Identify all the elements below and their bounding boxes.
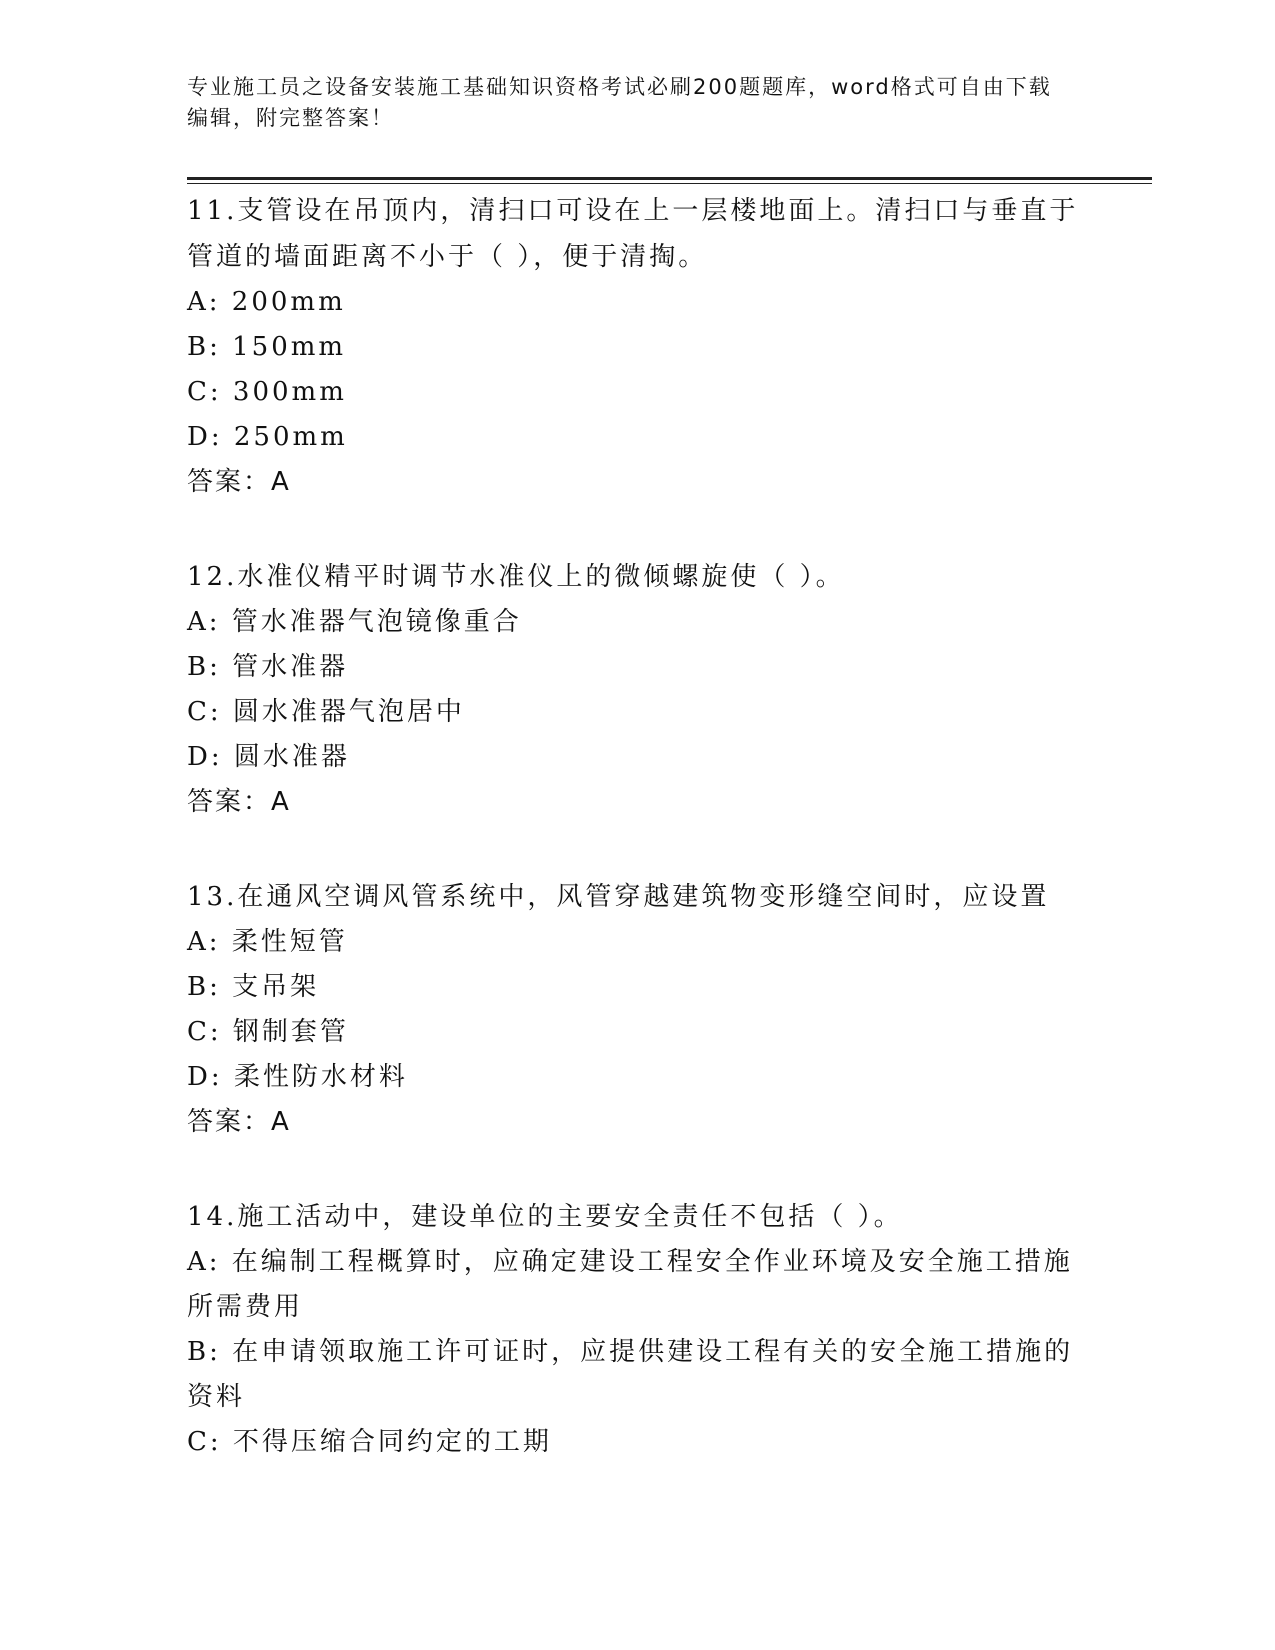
option-a: A: 管水准器气泡镜像重合 <box>187 607 522 637</box>
header-divider-thick <box>187 177 1152 180</box>
option-c: C: 圆水准器气泡居中 <box>187 697 465 727</box>
question-stem: 14.施工活动中，建设单位的主要安全责任不包括（ ）。 <box>187 1202 903 1232</box>
option-a: A: 柔性短管 <box>187 927 348 957</box>
question-12 <box>187 554 1087 824</box>
option-c: C: 300mm <box>187 377 347 407</box>
answer-line: 答案：A <box>187 1107 291 1137</box>
question-14 <box>187 1194 1087 1465</box>
option-c: C: 钢制套管 <box>187 1017 349 1047</box>
question-stem: 12.水准仪精平时调节水准仪上的微倾螺旋使（ ）。 <box>187 562 845 592</box>
option-a: A: 200mm <box>187 287 346 317</box>
option-b: B: 150mm <box>187 332 347 362</box>
answer-line: 答案：A <box>187 787 291 817</box>
question-11 <box>187 188 1087 504</box>
option-d: D: 250mm <box>187 422 348 452</box>
option-b: B: 在申请领取施工许可证时，应提供建设工程有关的安全施工措施的资料 <box>187 1337 1074 1412</box>
header-divider-thin <box>187 183 1152 184</box>
option-b: B: 管水准器 <box>187 652 349 682</box>
document-header: 专业施工员之设备安装施工基础知识资格考试必刷200题题库，word格式可自由下载编辑，附完整答案！ <box>187 75 1052 130</box>
option-d: D: 圆水准器 <box>187 742 350 772</box>
option-d: D: 柔性防水材料 <box>187 1062 408 1092</box>
question-13 <box>187 874 1087 1144</box>
option-b: B: 支吊架 <box>187 972 320 1002</box>
answer-line: 答案：A <box>187 467 291 497</box>
question-stem: 11.支管设在吊顶内，清扫口可设在上一层楼地面上。清扫口与垂直于管道的墙面距离不小于（ ），便于清掏。 <box>187 196 1079 272</box>
question-stem: 13.在通风空调风管系统中，风管穿越建筑物变形缝空间时，应设置 <box>187 882 1050 912</box>
option-a: A: 在编制工程概算时，应确定建设工程安全作业环境及安全施工措施所需费用 <box>187 1247 1073 1322</box>
option-c: C: 不得压缩合同约定的工期 <box>187 1427 552 1457</box>
question-list <box>187 188 1087 1515</box>
